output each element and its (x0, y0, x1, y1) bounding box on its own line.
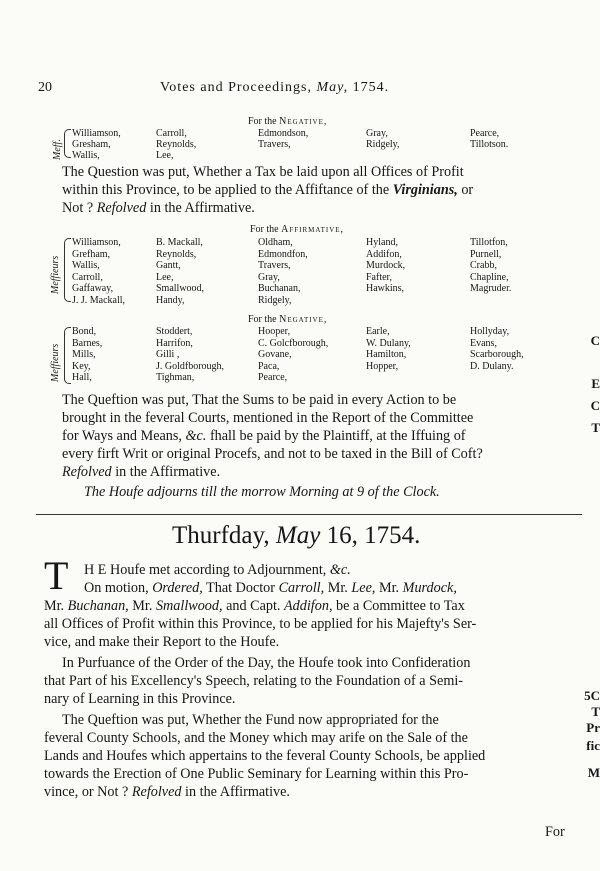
vote2-brace (64, 238, 71, 302)
para1-line3-pre: Not ? (62, 200, 94, 216)
vote3-name: Stoddert, (156, 326, 193, 337)
vote3-name: Govane, (258, 349, 292, 360)
para1-line2-post: or (461, 182, 474, 198)
vote1-name: Tillotson. (470, 139, 509, 150)
day-heading-month: May (275, 522, 321, 549)
vote3-heading-prefix: For the (248, 314, 277, 325)
vote1-name: Ridgely, (366, 139, 400, 150)
vote2-heading-word: Affirmative, (281, 224, 345, 235)
para3-l3-a: Mr. (44, 598, 65, 614)
vote3-name: J. Goldfborough, (156, 360, 225, 372)
vote3-name: Paca, (258, 360, 280, 372)
vote1-name: Carroll, (156, 128, 187, 139)
edge-fragment: C (590, 398, 600, 413)
para3-l3-g: be a Committee to Tax (336, 598, 465, 614)
vote2-name: Fafter, (366, 271, 392, 283)
para1-line2 (62, 182, 473, 199)
vote3-name: Gilli , (156, 349, 180, 360)
page-number: 20 (38, 80, 52, 95)
vote2-name: Handy, (156, 294, 185, 306)
vote3-name: Hollyday, (470, 326, 510, 337)
vote2-name: Oldham, (258, 237, 293, 248)
vote2-heading-prefix: For the (250, 224, 279, 235)
vote2-name: Gray, (258, 271, 280, 283)
vote3-side-label: Meffieurs (50, 343, 61, 382)
vote3-name: Evans, (470, 337, 497, 349)
vote3-name: Hopper, (366, 360, 399, 372)
vote2-side-label: Meffieurs (50, 255, 61, 294)
vote2-name: Reynolds, (156, 248, 197, 260)
vote2-name: Carroll, (72, 271, 103, 283)
vote2-name: Buchanan, (258, 283, 301, 294)
vote1-name: Gray, (366, 128, 388, 139)
para4-line3: nary of Learning in this Province. (44, 691, 236, 707)
vote3-name: Pearce, (258, 372, 288, 383)
vote2-name: Edmondfon, (258, 248, 308, 260)
para1-line2-italic: Virginians, (392, 182, 458, 198)
vote2-name: J. J. Mackall, (72, 294, 126, 306)
vote2-name: Magruder. (470, 283, 512, 294)
para3-line3 (44, 598, 465, 615)
vote1-heading-word: Negative, (279, 116, 328, 127)
vote3-name: Hall, (72, 372, 92, 383)
edge-fragment: T (591, 420, 600, 435)
edge-fragment: C (590, 333, 600, 348)
drop-cap: T (44, 553, 69, 598)
vote2-name: Ridgely, (258, 294, 292, 306)
para3-l3-d: Smallwood, (155, 598, 223, 614)
vote2-name: Travers, (258, 260, 291, 271)
vote3-heading-word: Negative, (279, 314, 328, 325)
vote2-name: Addifon, (366, 248, 402, 260)
vote3-brace (64, 327, 71, 384)
para1-line3 (62, 200, 255, 217)
para5-line2: feveral County Schools, and the Money which may arife on the Sale of the (44, 730, 468, 746)
vote1-name: Edmondson, (258, 128, 309, 139)
para2-line3-italic: &c. (185, 428, 207, 444)
para3-l2-g: Mr. (378, 580, 400, 596)
para2-line2: brought in the feveral Courts, mentioned in the Report of the Committee (62, 410, 474, 426)
edge-fragment: Pr (586, 720, 600, 735)
para5-line4: towards the Erection of One Public Seminary for Learning within this Pro- (44, 766, 469, 782)
para2-line1: The Queftion was put, That the Sums to be paid in every Action to be (62, 392, 457, 408)
vote2-heading (250, 224, 344, 235)
para3-line5: vice, and make their Report to the Houfe. (44, 634, 280, 650)
para1-line1: The Question was put, Whether a Tax be laid upon all Offices of Profit (62, 164, 464, 180)
para3-line1-pre: H E Houfe met according to Adjournment, (84, 562, 327, 578)
vote1-name: Travers, (258, 139, 291, 150)
vote2-name: Gaffaway, (72, 283, 114, 294)
vote2-name: Wallis, (72, 260, 100, 271)
edge-fragment: T (591, 704, 600, 719)
para5-line3: Lands and Houfes which appertains to the feveral County Schools, be applied (44, 748, 486, 764)
para4-line1: In Purfuance of the Order of the Day, the Houfe took into Confideration (62, 655, 471, 671)
vote2-name: Gantt, (156, 260, 181, 271)
edge-fragment: M (587, 765, 600, 780)
adjourn-note: The Houfe adjourns till the morrow Morning at 9 of the Clock. (84, 484, 440, 500)
para3-l2-a: On motion, (84, 580, 149, 596)
vote3-name: Barnes, (72, 337, 103, 349)
vote3-name: Earle, (366, 326, 390, 337)
vote3-name: C. Golcfborough, (258, 337, 329, 349)
para3-line1 (84, 562, 351, 579)
vote3-name: Tighman, (156, 372, 195, 383)
vote2-name: Hawkins, (366, 283, 405, 294)
para2-line3 (62, 428, 466, 445)
para3-l3-f: Addifon, (284, 598, 333, 614)
para4-line2: that Part of his Excellency's Speech, relating to the Foundation of a Semi- (44, 673, 464, 689)
para2-line3-pre: for Ways and Means, (62, 428, 182, 444)
para3-l2-e: Mr. (327, 580, 348, 596)
vote1-brace (64, 129, 71, 158)
vote1-heading-prefix: For the (248, 116, 277, 127)
vote3-name: D. Dulany. (470, 360, 514, 372)
para3-l2-h: Murdock, (402, 580, 457, 596)
para3-line2 (84, 580, 457, 597)
para2-line5-post: in the Affirmative. (115, 464, 221, 480)
vote3-name: Hamilton, (366, 349, 407, 360)
catchword: For (545, 824, 565, 840)
vote3-name: Key, (72, 360, 91, 372)
para2-line5 (62, 464, 220, 481)
para3-line4: all Offices of Profit within this Province, to be applied for his Majefty's Ser- (44, 616, 477, 632)
vote1-name: Wallis, (72, 150, 100, 161)
vote1-name: Lee, (156, 150, 174, 161)
para3-l2-c: That Doctor (206, 580, 276, 596)
vote3-name: Mills, (72, 349, 96, 360)
vote2-name: Lee, (156, 271, 174, 283)
running-title (160, 80, 389, 96)
vote3-heading (248, 314, 327, 325)
vote2-name: Purnell, (470, 248, 502, 260)
edge-fragment: 5C (584, 688, 600, 703)
para3-line1-italic: &c. (329, 562, 351, 578)
vote3-name: Hooper, (258, 326, 291, 337)
para3-l2-f: Lee, (351, 580, 376, 596)
vote1-name: Reynolds, (156, 139, 197, 150)
para5-line5-pre: vince, or Not ? (44, 784, 129, 800)
vote2-name: Smallwood, (156, 283, 205, 294)
vote3-name: Scarborough, (470, 349, 524, 360)
para5-line5 (44, 784, 290, 801)
para1-line2-pre: within this Province, to be applied to the Affiftance of the (62, 182, 390, 198)
running-title-month: May, (316, 80, 349, 95)
vote2-name: Tillotfon, (470, 237, 508, 248)
section-rule (36, 514, 582, 515)
para3-l2-d: Carroll, (278, 580, 325, 596)
day-heading-date: 16, 1754. (326, 522, 421, 549)
para3-l3-b: Buchanan, (67, 598, 129, 614)
para2-line5-italic: Refolved (62, 464, 112, 480)
vote2-name: Grefham, (72, 248, 111, 260)
vote1-name: Pearce, (470, 128, 500, 139)
para3-l3-e: and Capt. (226, 598, 281, 614)
vote2-name: Williamson, (72, 237, 121, 248)
para5-line1: The Queftion was put, Whether the Fund now appropriated for the (62, 712, 439, 728)
para3-l3-c: Mr. (132, 598, 153, 614)
vote1-heading (248, 116, 327, 127)
para2-line3-post: fhall be paid by the Plaintiff, at the Iffuing of (209, 428, 466, 444)
vote2-name: Hyland, (366, 237, 398, 248)
para5-line5-post: in the Affirmative. (185, 784, 290, 800)
para1-line3-italic: Refolved (96, 200, 147, 216)
edge-fragment: E (591, 376, 600, 391)
vote3-name: W. Dulany, (366, 337, 411, 349)
running-title-year: 1754. (352, 80, 390, 95)
vote2-name: Chapline, (470, 271, 509, 283)
para2-line4: every firft Writ or original Procefs, and not to be taxed in the Bill of Coft? (62, 446, 483, 462)
vote3-name: Harrifon, (156, 337, 193, 349)
para1-line3-post: in the Affirmative. (149, 200, 255, 216)
vote2-name: Murdock, (366, 260, 406, 271)
vote1-name: Gresham, (72, 139, 111, 150)
running-title-text: Votes and Proceedings, (160, 80, 312, 95)
day-heading (172, 522, 420, 550)
para5-line5-italic: Refolved (131, 784, 182, 800)
vote1-name: Williamson, (72, 128, 121, 139)
vote2-name: B. Mackall, (156, 237, 203, 248)
para3-l2-b: Ordered, (152, 580, 203, 596)
vote1-side-label: Meff. (52, 139, 63, 160)
vote2-name: Crabb, (470, 260, 497, 271)
edge-fragment: fic (586, 738, 600, 753)
vote3-name: Bond, (72, 326, 97, 337)
day-heading-day: Thurfday, (172, 522, 270, 549)
